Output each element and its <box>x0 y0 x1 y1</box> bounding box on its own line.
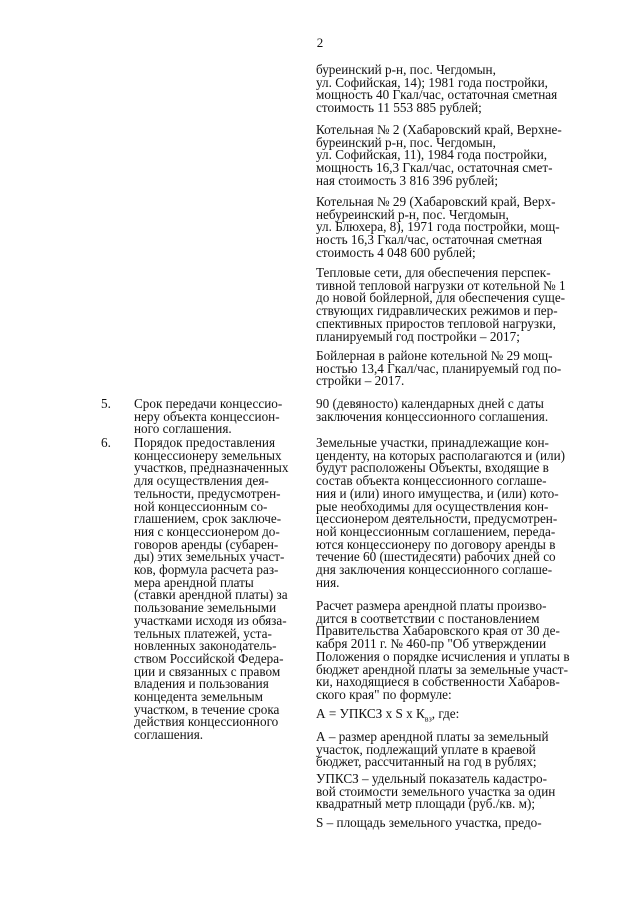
formula-term-a: А – размер арендной платы за земельный участок, подлежащий уплате в краевой бюджет, рассчитанный на год в рублях; <box>316 729 549 770</box>
row-6-land-plots-paragraph: Земельные участки, принадлежащие кон- ценденту, на которых располагаются и (или) будут расположены Объекты, входящие в состав объекта концессионного соглаше- ния и (или) иного имущества, и (или) кото- рые необходимы для осуществления кон- цессионером деятельности, предусмотрен- ной концессионным соглашением, переда- ются концессионеру по договору аренды в течение 60 (шестидесяти) рабочих дней со дня заключения концессионного соглаше- ния. <box>316 435 566 590</box>
row-6-label: Порядок предоставления концессионеру земельных участков, предназначенных для осуществления дея- тельности, предусмотрен- ной концессионным со- глашением, срок заключе- ния с концессионером до- говоров аренды (субарен- ды) этих земельных участ- ков, формула расчета раз- мера арендной платы (ставки арендной платы) за пользование земельными участками исходя из обяза- тельных платежей, уста- новленных законодатель- ством Российской Федера- ции и связанных с правом владения и пользования концедента земельным участком, в течение срока действия концессионного соглашения. <box>134 435 289 743</box>
formula-tail: , где: <box>431 706 460 721</box>
formula-term-s: S – площадь земельного участка, предо- <box>316 815 542 830</box>
formula-term-upksz: УПКСЗ – удельный показатель кадастро- вой стоимости земельного участка за один квадратный метр площади (руб./кв. м); <box>316 771 556 812</box>
equipment-item-heat-networks: Тепловые сети, для обеспечения перспек- тивной тепловой нагрузки от котельной № 1 до новой бойлерной, для обеспечения суще- ствующих гидравлических режимов и пер- спективных приростов тепловой нагрузки, планируемый год постройки – 2017; <box>316 265 566 344</box>
formula-subscript: вз <box>424 714 432 724</box>
row-5-value: 90 (девяносто) календарных дней с даты заключения концессионного соглашения. <box>316 396 549 424</box>
formula-main: А = УПКСЗ х S х К <box>316 706 425 721</box>
row-6-rent-calculation-paragraph: Расчет размера арендной платы произво- дится в соответствии с постановлением Правительства Хабаровского края от 30 де- кабря 2011 г. № 460-пр "Об утверждении Положения о порядке исчисления и уплаты в бюджет арендной платы за земельные участ- ки, находящиеся в собственности Хабаров- ского края" по формуле: <box>316 598 570 702</box>
equipment-item-boiler-29: Котельная № 29 (Хабаровский край, Верх- небуреинский р-н, пос. Чегдомын, ул. Блюхера, 8), 1971 года постройки, мощ- ность 16,3 Гкал/час, остаточная сметная стоимость 4 048 600 рублей; <box>316 194 560 260</box>
page-number: 2 <box>316 35 324 50</box>
equipment-item-1-cont: буреинский р-н, пос. Чегдомын, ул. Софийская, 14); 1981 года постройки, мощность 40 Гкал/час, остаточная сметная стоимость 11 553 885 рублей; <box>316 62 558 116</box>
row-5-number: 5. <box>101 396 111 411</box>
row-5-label: Срок передачи концессио- неру объекта концессион- ного соглашения. <box>134 396 283 437</box>
equipment-item-boiler-house: Бойлерная в районе котельной № 29 мощ- ностью 13,4 Гкал/час, планируемый год по- стройки – 2017. <box>316 348 562 389</box>
rent-formula <box>316 706 599 724</box>
equipment-item-boiler-2: Котельная № 2 (Хабаровский край, Верхне- буреинский р-н, пос. Чегдомын, ул. Софийская, 11), 1984 года постройки, мощность 16,3 Гкал/час, остаточная смет- ная стоимость 3 816 396 рублей; <box>316 122 562 188</box>
row-6-number: 6. <box>101 435 111 450</box>
